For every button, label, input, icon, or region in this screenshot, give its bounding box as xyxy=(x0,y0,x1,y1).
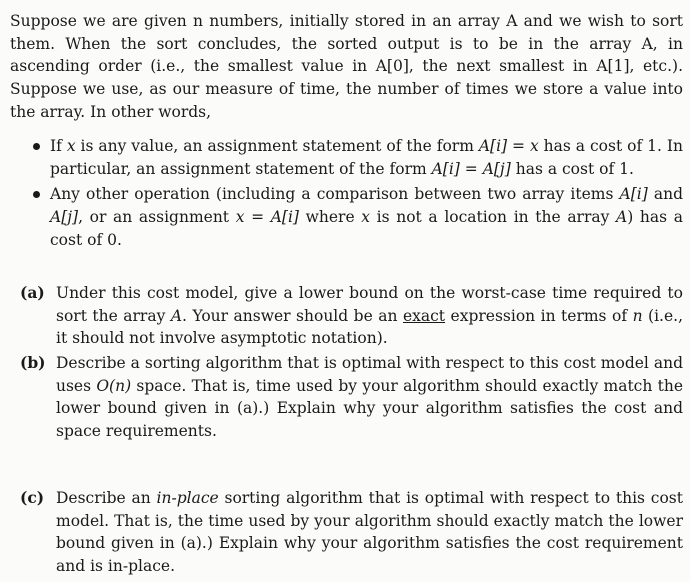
question-part-b: (b) Describe a sorting algorithm that is optimal with respect to this cost model and uses O(n) space. That is, time used by your algorithm should exactly match the lower bound given in (a).) Explain why your algorithm satisfies the cost and space requirements. xyxy=(20,353,683,441)
part-label: (c) xyxy=(20,488,45,507)
intro-paragraph xyxy=(10,10,683,124)
part-label: (a) xyxy=(20,283,45,302)
question-part-a: (a) Under this cost model, give a lower bound on the worst-case time required to sort the array A. Your answer should be an exact expression in terms of n (i.e., it should not involve asymptotic notation). xyxy=(20,283,683,348)
part-label: (b) xyxy=(20,353,46,372)
bullet-item: Any other operation (including a comparison between two array items A[i] and A[j], or an assignment x = A[i] where x is not a location in the array A) has a cost of 0. xyxy=(10,183,683,251)
intro-text: Suppose we are given n numbers, initially stored in an array A and we wish to sort them. When the sort concludes, the sorted output is to be in the array A, in ascending order (i.e., the smallest value in A[0], the next smallest in A[1], etc.). Suppose we use, as our measure of time, the number of times we store a value into the array. In other words, xyxy=(10,12,683,121)
cost-model-list xyxy=(10,135,683,252)
bullet-item: If x is any value, an assignment statement of the form A[i] = x has a cost of 1. In particular, an assignment statement of the form A[i] = A[j] has a cost of 1. xyxy=(10,135,683,180)
emphasis-italic: in-place xyxy=(156,489,219,507)
question-part-c: (c) Describe an in-place sorting algorithm that is optimal with respect to this cost model. That is, the time used by your algorithm should exactly match the lower bound given in (a).) Explain why your algorithm satisfies the cost requirement and is in-place. xyxy=(20,488,683,576)
emphasis-underline: exact xyxy=(402,306,446,325)
